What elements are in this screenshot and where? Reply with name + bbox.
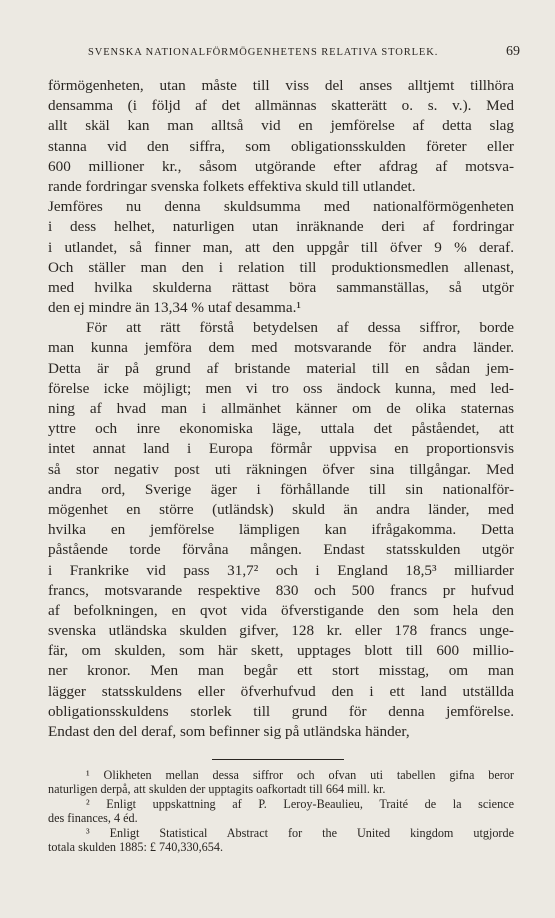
text-line: förmögenheten, utan måste till viss del anses alltjemt tillhöra — [48, 77, 514, 94]
text-line: Detta är på grund af bristande material till en sådan jem- — [48, 359, 514, 377]
text-line: mögenhet en större (utländsk) skuld än andra länder, med — [48, 500, 514, 518]
text-line: stanna vid den siffra, som obligationsskulden företer eller — [48, 137, 514, 155]
text-line: i utlandet, så finner man, att den uppgår till öfver 9 % deraf. — [48, 238, 514, 256]
footnote-line: totala skulden 1885: £ 740,330,654. — [48, 839, 224, 854]
text-line: intet annat land i Europa förmår uppvisa en proportionsvis — [48, 440, 514, 458]
text-line: svenska utländska skulden gifver, 128 kr. eller 178 francs unge- — [48, 622, 514, 640]
text-line: af befolkningen, en qvot vida öfverstigande den som hela den — [48, 601, 514, 619]
text-line: yttre och inre ekonomiska läge, uttala det påståendet, att — [48, 420, 514, 438]
text-line: allt skäl kan man alltså vid en jemförelse af detta slag — [48, 117, 514, 135]
text-line: ner kronor. Men man begår ett stort misstag, om man — [48, 662, 514, 680]
footnote-line: naturligen derpå, att skulden der upptagits oafkortadt till 664 mill. kr. — [48, 782, 386, 797]
text-line: i Frankrike vid pass 31,7² och i England 18,5³ milliarder — [48, 561, 514, 579]
footnote-line: ² Enligt uppskattning af P. Leroy-Beaulieu, Traité de la science — [86, 796, 514, 811]
text-line: hvilka en jemförelse lämpligen kan ifrågakomma. Detta — [48, 521, 514, 539]
text-line: Och ställer man den i relation till produktionsmedlen allenast, — [48, 258, 514, 276]
footnote-line: ¹ Olikheten mellan dessa siffror och ofvan uti tabellen gifna beror — [86, 768, 514, 782]
text-line: francs, motsvarande respektive 830 och 500 francs pr hufvud — [48, 581, 514, 599]
text-line: med hvilka skulderna rättast böra sammanställas, så utgör — [48, 278, 514, 296]
text-line: så stor negativ post uti räkningen öfver sina tillgångar. Med — [48, 460, 514, 478]
text-line: lägger statsskuldens eller öfverhufvud den i ett land utställda — [48, 682, 514, 700]
text-line: För att rätt förstå betydelsen af dessa siffror, borde — [86, 319, 514, 337]
footnotes — [48, 768, 514, 854]
text-line: andra ord, Sverige äger i förhållande till sin nationalför- — [48, 480, 514, 498]
text-line: obligationsskuldens storlek till grund för denna jemförelse. — [48, 702, 514, 720]
text-line: den ej mindre än 13,34 % utaf desamma.¹ — [48, 299, 301, 317]
footnote-line: ³ Enligt Statistical Abstract for the United kingdom utgjorde — [86, 825, 514, 840]
page-header — [88, 44, 520, 60]
page-number: 69 — [506, 44, 520, 59]
text-line: förelse icke möjligt; men vi tro oss ändock kunna, med led- — [48, 379, 514, 397]
text-line: 600 millioner kr., såsom utgörande efter afdrag af motsva- — [48, 157, 514, 175]
text-line: ning af hvad man i allmänhet känner om de olika staternas — [48, 400, 514, 417]
footnote-divider — [212, 759, 344, 760]
footnote-line: des finances, 4 éd. — [48, 811, 138, 826]
text-line: man kunna jemföra dem med motsvarande för andra länder. — [48, 339, 514, 357]
text-line: rande fordringar svenska folkets effektiva skuld till utlandet. — [48, 177, 416, 195]
text-line: densamma (i följd af det allmännas skatterätt o. s. v.). Med — [48, 97, 514, 115]
body-text — [48, 76, 514, 742]
text-line: påstående torde förvåna mången. Endast statsskulden utgör — [48, 541, 514, 559]
running-head: SVENSKA NATIONALFÖRMÖGENHETENS RELATIVA STORLEK. — [88, 47, 439, 58]
text-line: Jemföres nu denna skuldsumma med nationalförmögenheten — [48, 198, 514, 216]
text-line: Endast den del deraf, som befinner sig på utländska händer, — [48, 723, 410, 740]
text-line: i dess helhet, naturligen utan inräknande deri af fordringar — [48, 218, 514, 236]
text-line: fär, om skulden, som här skett, upptages blott till 600 millio- — [48, 642, 514, 660]
